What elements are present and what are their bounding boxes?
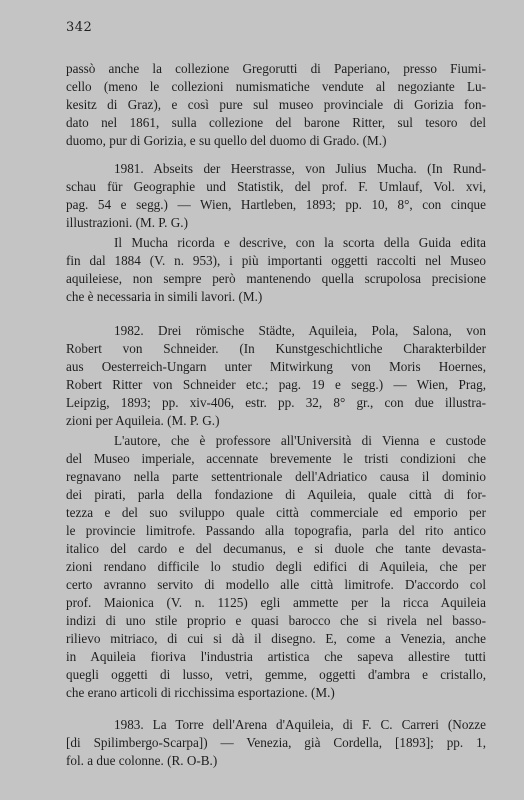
text-line: indizi di uno stile proprio e quasi barocco che si rivela nel basso- (66, 613, 486, 628)
text-line: passò anche la collezione Gregorutti di Paperiano, presso Fiumi- (66, 61, 486, 76)
text-line: in Aquileia fioriva l'industria artistica che sapeva allestire tutti (66, 649, 486, 664)
text-line: certo avranno servito di modello alle città limitrofe. D'accordo col (66, 577, 486, 592)
text-line: duomo, pur di Gorizia, e su quello del duomo di Grado. (M.) (66, 133, 387, 148)
text-line: che erano articoli di ricchissima esportazione. (M.) (66, 685, 335, 700)
entry-heading-1982: 1982. Drei römische Städte, Aquileia, Pola, Salona, von (114, 323, 486, 338)
text-line: le provincie limitrofe. Passando alla topografia, parla del rito antico (66, 523, 486, 538)
text-line: Robert von Schneider. (In Kunstgeschichtliche Charakterbilder (66, 341, 486, 356)
text-line: pag. 54 e segg.) — Wien, Hartleben, 1893; pp. 10, 8°, con cinque (66, 197, 486, 212)
text-line: dei pirati, parla della fondazione di Aquileia, quale città di for- (66, 487, 486, 502)
text-line: Il Mucha ricorda e descrive, con la scorta della Guida edita (114, 235, 486, 250)
text-line: illustrazioni. (M. P. G.) (66, 215, 188, 230)
text-line: prof. Maionica (V. n. 1125) egli ammette per la ricca Aquileia (66, 595, 486, 610)
text-line: rilievo mitriaco, di cui si dà il disegno. E, come a Venezia, anche (66, 631, 486, 646)
text-line: tezza e del suo sviluppo quale città commerciale ed emporio per (66, 505, 486, 520)
text-line: fin dal 1884 (V. n. 953), i più importanti oggetti raccolti nel Museo (66, 253, 486, 268)
text-line: regnavano nella parte settentrionale dell'Adriatico causa il dominio (66, 469, 486, 484)
text-line: cello (meno le collezioni numismatiche vendute al negoziante Lu- (66, 79, 486, 94)
text-line: del Museo imperiale, accennate brevemente le tristi condizioni che (66, 451, 486, 466)
text-line: italico del cardo e del decumanus, e si duole che tante devasta- (66, 541, 486, 556)
text-line: aquileiese, non sempre però mantenendo quella scrupolosa precisione (66, 271, 486, 286)
text-line: Robert Ritter von Schneider etc.; pag. 19 e segg.) — Wien, Prag, (66, 377, 486, 392)
text-line: quegli oggetti di lusso, vetri, gemme, oggetti d'ambra e cristallo, (66, 667, 486, 682)
text-line: L'autore, che è professore all'Università di Vienna e custode (114, 433, 486, 448)
page-number: 342 (66, 20, 93, 35)
entry-heading-1981: 1981. Abseits der Heerstrasse, von Julius Mucha. (In Rund- (114, 161, 486, 176)
text-line: fol. a due colonne. (R. O-B.) (66, 753, 218, 768)
text-line: che è necessaria in simili lavori. (M.) (66, 289, 263, 304)
text-line: Leipzig, 1893; pp. xiv-406, estr. pp. 32, 8° gr., con due illustra- (66, 395, 486, 410)
entry-heading-1983: 1983. La Torre dell'Arena d'Aquileia, di F. C. Carreri (Nozze (114, 717, 486, 732)
text-line: schau für Geographie und Statistik, del prof. F. Umlauf, Vol. xvi, (66, 179, 486, 194)
text-line: zioni rendano difficile lo studio degli edifici di Aquileia, che per (66, 559, 486, 574)
text-line: dato nel 1861, sulla collezione del barone Ritter, sul tesoro del (66, 115, 486, 130)
text-line: [di Spilimbergo-Scarpa]) — Venezia, già Cordella, [1893]; pp. 1, (66, 735, 486, 750)
text-line: kesitz di Graz), e così pure sul museo provinciale di Gorizia fon- (66, 97, 486, 112)
text-line: zioni per Aquileia. (M. P. G.) (66, 413, 220, 428)
text-line: aus Oesterreich-Ungarn unter Mitwirkung von Moris Hoernes, (66, 359, 486, 374)
